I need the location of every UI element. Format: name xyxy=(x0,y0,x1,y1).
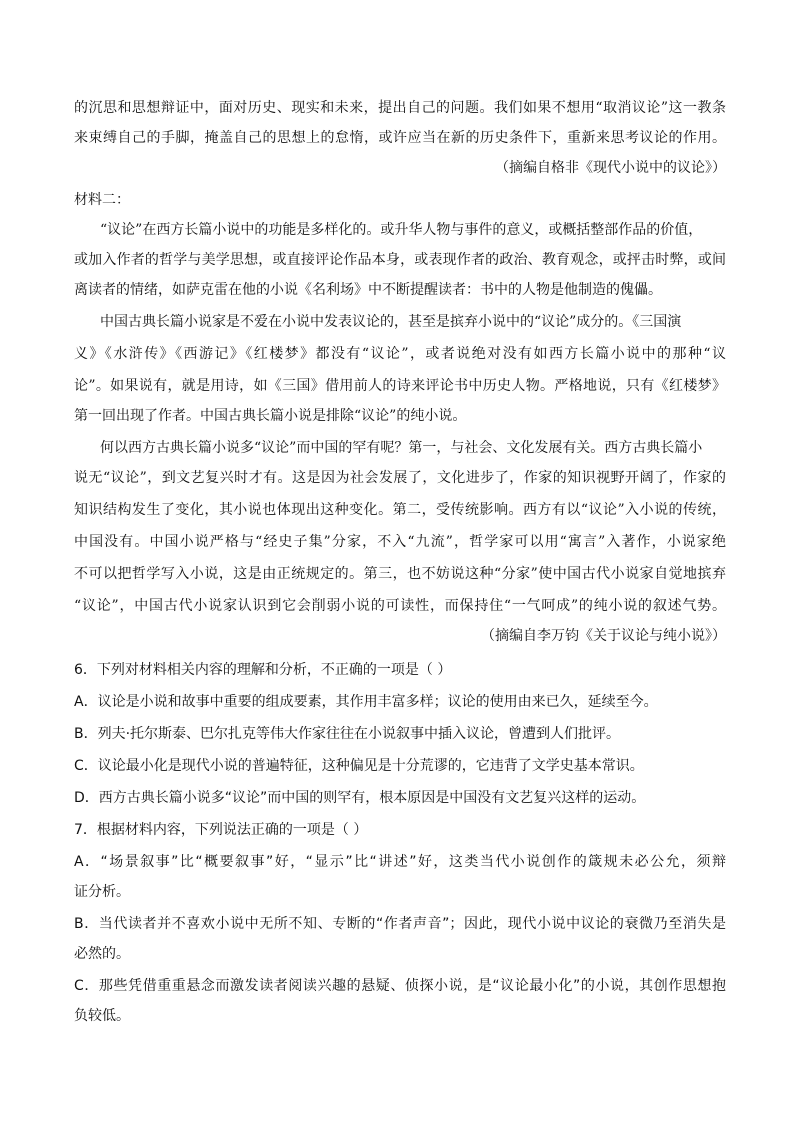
question-6-option-c: C．议论最小化是现代小说的普遍特征，这种偏见是十分荒谬的，它违背了文学史基本常识。 xyxy=(74,758,644,774)
material2-para2-line: 论”。如果说有，就是用诗，如《三国》借用前人的诗来评论书中历史人物。严格地说，只有《红楼梦》 xyxy=(74,378,726,394)
question-6-option-b: B．列夫·托尔斯泰、巴尔扎克等伟大作家往往在小说叙事中插入议论，曾遭到人们批评。 xyxy=(74,726,621,742)
material2-source: （摘编自李万钧《关于议论与纯小说》） xyxy=(481,628,726,644)
material2-para3-line: 说无“议论”，到文艺复兴时才有。这是因为社会发展了，文化进步了，作家的知识视野开阔了，作家的 xyxy=(74,470,726,486)
question-7-option-a-cont: 证分析。 xyxy=(74,884,130,900)
material2-para2-line: 中国古典长篇小说家是不爱在小说中发表议论的，甚至是摈弃小说中的“议论”成分的。《三国演 xyxy=(100,314,682,330)
material2-para2-line: 义》《水浒传》《西游记》《红楼梦》都没有“议论”，或者说绝对没有如西方长篇小说中的那种“议 xyxy=(74,346,726,362)
material1-source: （摘编自格非《现代小说中的议论》） xyxy=(495,160,726,176)
material1-line: 来束缚自己的手脚，掩盖自己的思想上的怠惰，或许应当在新的历史条件下，重新来思考议论的作用。 xyxy=(74,130,726,146)
material2-para3-line: 何以西方古典长篇小说多“议论”而中国的罕有呢？第一，与社会、文化发展有关。西方古典长篇小 xyxy=(100,440,703,456)
material2-para2-line: 第一回出现了作者。中国古典长篇小说是排除“议论”的纯小说。 xyxy=(74,408,467,424)
material2-heading: 材料二： xyxy=(74,192,130,208)
material2-para1-line: “议论”在西方长篇小说中的功能是多样化的。或升华人物与事件的意义，或概括整部作品的价值， xyxy=(100,222,703,238)
question-7-option-c-cont: 负较低。 xyxy=(74,1008,130,1024)
question-7-option-b-cont: 必然的。 xyxy=(74,946,130,962)
material1-line: 的沉思和思想辩证中，面对历史、现实和未来，提出自己的问题。我们如果不想用“取消议论”这一教条 xyxy=(74,100,726,116)
material2-para3-line: 知识结构发生了变化，其小说也体现出这种变化。第二，受传统影响。西方有以“议论”入小说的传统， xyxy=(74,502,726,518)
question-7-stem: 7．根据材料内容，下列说法正确的一项是（ ） xyxy=(74,822,368,838)
question-7-option-a: A．“场景叙事”比“概要叙事”好，“显示”比“讲述”好，这类当代小说创作的箴规未必公允，须辩 xyxy=(74,854,726,870)
question-7-option-c: C．那些凭借重重悬念而激发读者阅读兴趣的悬疑、侦探小说，是“议论最小化”的小说，其创作思想抱 xyxy=(74,978,726,994)
material2-para1-line: 或加入作者的哲学与美学思想，或直接评论作品本身，或表现作者的政治、教育观念，或抨击时弊，或间 xyxy=(74,252,726,268)
question-6-option-a: A．议论是小说和故事中重要的组成要素，其作用丰富多样；议论的使用由来已久，延续至今。 xyxy=(74,694,658,710)
question-6-option-d: D．西方古典长篇小说多“议论”而中国的则罕有，根本原因是中国没有文艺复兴这样的运动。 xyxy=(74,790,646,806)
material2-para3-line: “议论”，中国古代小说家认识到它会削弱小说的可读性，而保持住“一气呵成”的纯小说的叙述气势。 xyxy=(74,598,726,614)
material2-para3-line: 不可以把哲学写入小说，这是由正统规定的。第三，也不妨说这种“分家”使中国古代小说家自觉地摈弃 xyxy=(74,566,726,582)
question-6-stem: 6．下列对材料相关内容的理解和分析，不正确的一项是（ ） xyxy=(74,662,452,678)
material2-para3-line: 中国没有。中国小说严格与“经史子集”分家，不入“九流”，哲学家可以用“寓言”入著作，小说家绝 xyxy=(74,534,726,550)
material2-para1-line: 离读者的情绪，如萨克雷在他的小说《名利场》中不断提醒读者：书中的人物是他制造的傀儡。 xyxy=(74,282,662,298)
question-7-option-b: B．当代读者并不喜欢小说中无所不知、专断的“作者声音”；因此，现代小说中议论的衰微乃至消失是 xyxy=(74,916,726,932)
